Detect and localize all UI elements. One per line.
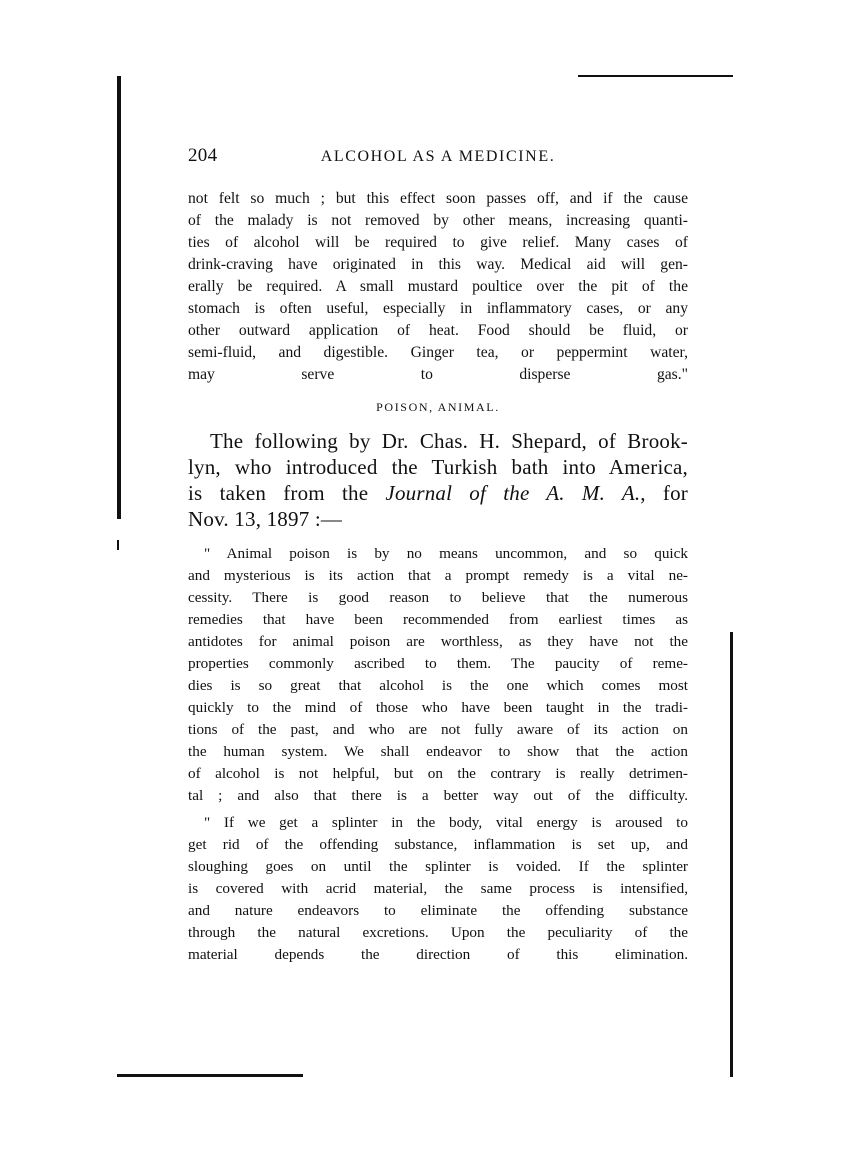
- page-number: 204: [188, 145, 218, 166]
- text-line: " Animal poison is by no means uncommon, and so quick: [204, 545, 688, 562]
- text-line: semi-fluid, and digestible. Ginger tea, or peppermint water,: [188, 344, 688, 361]
- bottom-left-rule: [117, 1074, 303, 1077]
- text-line: of the malady is not removed by other means, increasing quanti-: [188, 212, 688, 229]
- section-title: POISON, ANIMAL.: [376, 400, 500, 414]
- intro-suffix: , for: [640, 481, 688, 505]
- text-line: and mysterious is its action that a prompt remedy is a vital ne-: [188, 567, 688, 584]
- paragraph-animal-poison: [188, 543, 688, 807]
- text-line: stomach is often useful, especially in inflammatory cases, or any: [188, 300, 688, 317]
- intro-line-journal: [188, 480, 688, 506]
- text-line: is covered with acrid material, the same process is intensified,: [188, 880, 688, 897]
- text-line: erally be required. A small mustard poultice over the pit of the: [188, 278, 688, 295]
- text-line: cessity. There is good reason to believe that the numerous: [188, 589, 688, 606]
- text-line: get rid of the offending substance, inflammation is set up, and: [188, 836, 688, 853]
- text-line: quickly to the mind of those who have been taught in the tradi-: [188, 699, 688, 716]
- text-line: the human system. We shall endeavor to show that the action: [188, 743, 688, 760]
- left-margin-tick: [117, 540, 119, 550]
- text-line: material depends the direction of this elimination.: [188, 946, 688, 963]
- text-line: other outward application of heat. Food should be fluid, or: [188, 322, 688, 339]
- text-line: tions of the past, and who are not fully aware of its action on: [188, 721, 688, 738]
- text-line: tal ; and also that there is a better way out of the difficulty.: [188, 787, 688, 804]
- top-right-rule: [578, 75, 733, 77]
- running-title: ALCOHOL AS A MEDICINE.: [320, 148, 556, 165]
- text-line: ties of alcohol will be required to give relief. Many cases of: [188, 234, 688, 251]
- intro-line: The following by Dr. Chas. H. Shepard, of Brook-: [210, 429, 688, 453]
- left-margin-bar: [117, 76, 121, 519]
- text-line: properties commonly ascribed to them. The paucity of reme-: [188, 655, 688, 672]
- text-line: of alcohol is not helpful, but on the contrary is really detrimen-: [188, 765, 688, 782]
- intro-line: Nov. 13, 1897 :—: [188, 507, 343, 531]
- text-line: remedies that have been recommended from earliest times as: [188, 611, 688, 628]
- intro-line: lyn, who introduced the Turkish bath into America,: [188, 455, 688, 479]
- text-line: sloughing goes on until the splinter is voided. If the splinter: [188, 858, 688, 875]
- text-line: antidotes for animal poison are worthless, as they have not the: [188, 633, 688, 650]
- paragraph-continuation: [188, 188, 688, 386]
- paragraph-splinter: [188, 812, 688, 966]
- text-line: not felt so much ; but this effect soon passes off, and if the cause: [188, 190, 688, 207]
- text-line: " If we get a splinter in the body, vital energy is aroused to: [204, 814, 688, 831]
- intro-prefix: is taken from the: [188, 481, 386, 505]
- text-line: through the natural excretions. Upon the peculiarity of the: [188, 924, 688, 941]
- right-margin-bar: [730, 632, 733, 1077]
- intro-paragraph: [188, 428, 688, 532]
- journal-title: Journal of the A. M. A.: [385, 481, 641, 505]
- text-line: dies is so great that alcohol is the one which comes most: [188, 677, 688, 694]
- text-line: may serve to disperse gas.": [188, 366, 688, 383]
- text-line: and nature endeavors to eliminate the offending substance: [188, 902, 688, 919]
- text-line: drink-craving have originated in this way. Medical aid will gen-: [188, 256, 688, 273]
